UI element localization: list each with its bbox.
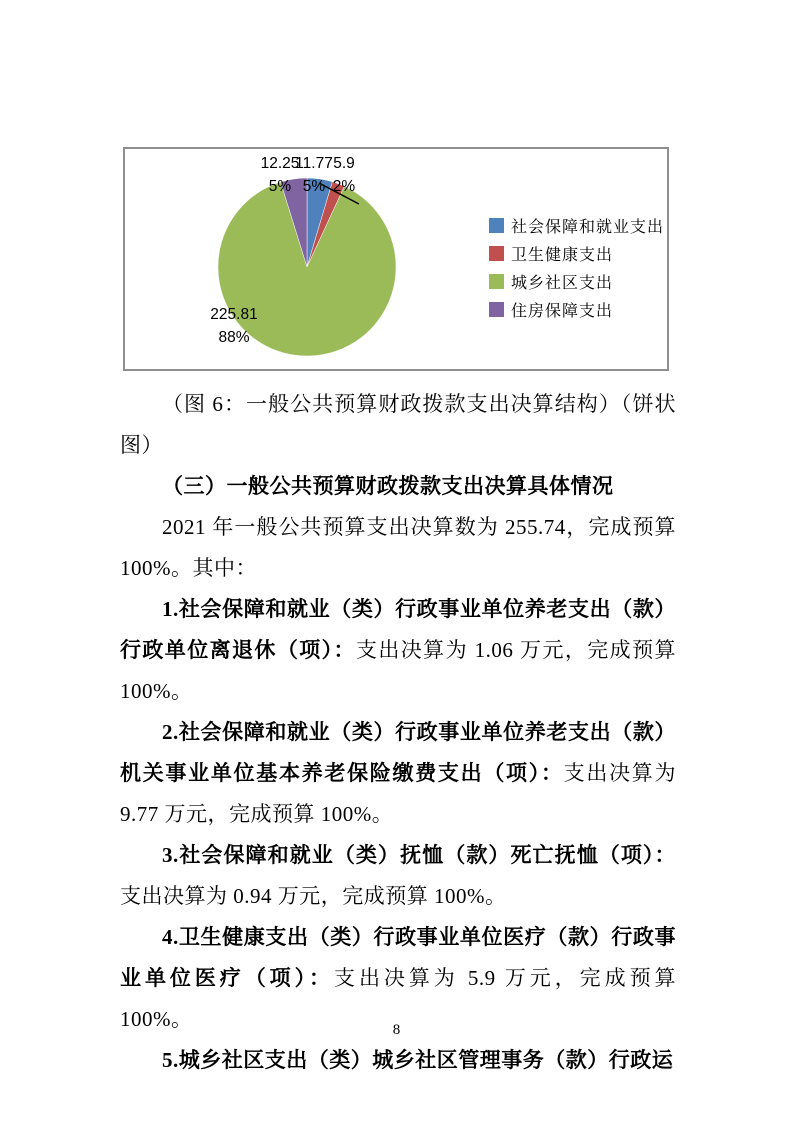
body-paragraph-item5 xyxy=(120,1040,676,1081)
legend-label: 社会保障和就业支出 xyxy=(511,218,665,236)
pie-label-pct: 88% xyxy=(218,329,250,346)
legend-swatch-icon xyxy=(489,246,504,261)
pie-label-pct: 5% xyxy=(302,178,326,195)
body-paragraph-item1 xyxy=(120,589,676,712)
text-run: （三）一般公共预算财政拨款支出决算具体情况 xyxy=(162,474,614,498)
document-body xyxy=(120,384,676,1081)
chart-legend xyxy=(489,211,664,323)
body-paragraph-item3 xyxy=(120,835,676,917)
section-heading xyxy=(120,466,676,507)
page-number: 8 xyxy=(392,1022,401,1038)
text-run: 支出决算为 5.9 万元，完成预算 100%。 xyxy=(120,966,677,1031)
pie-label-pct: 5% xyxy=(268,178,292,195)
legend-item-3 xyxy=(489,295,664,323)
legend-swatch-icon xyxy=(489,302,504,317)
legend-item-2 xyxy=(489,267,664,295)
legend-swatch-icon xyxy=(489,274,504,289)
pie-label-value: 225.81 xyxy=(210,306,258,323)
text-run: 4.卫生健康支出（类）行政事业单位医疗（款）行政事业单位医疗（项）： xyxy=(120,925,676,990)
legend-label: 住房保障支出 xyxy=(511,302,614,320)
text-run: 支出决算为 0.94 万元，完成预算 100%。 xyxy=(120,884,507,908)
pie-label-health xyxy=(312,152,376,198)
text-run: 支出决算为 9.77 万元，完成预算 100%。 xyxy=(120,761,677,826)
body-paragraph-intro xyxy=(120,507,676,589)
text-run: 支出决算为 1.06 万元，完成预算 100%。 xyxy=(120,638,676,703)
text-run: 2.社会保障和就业（类）行政事业单位养老支出（款）机关事业单位基本养老保险缴费支出（项）： xyxy=(120,720,676,785)
legend-label: 城乡社区支出 xyxy=(511,274,614,292)
text-run: 5.城乡社区支出（类）城乡社区管理事务（款）行政运 xyxy=(162,1048,674,1072)
pie-label-value: 11.77 xyxy=(295,155,333,172)
text-run: （图 6：一般公共预算财政拨款支出决算结构）（饼状图） xyxy=(120,392,676,457)
text-run: 1.社会保障和就业（类）行政事业单位养老支出（款）行政单位离退休（项）： xyxy=(120,597,676,662)
text-run: 3.社会保障和就业（类）抚恤（款）死亡抚恤（项）： xyxy=(162,843,676,867)
text-run: 2021 年一般公共预算支出决算数为 255.74，完成预算 100%。其中： xyxy=(120,515,676,580)
pie-label-community xyxy=(202,303,266,349)
pie-label-pct: 2% xyxy=(332,178,356,195)
legend-swatch-icon xyxy=(489,218,504,233)
figure6-pie-chart xyxy=(123,147,669,371)
figure-caption xyxy=(120,384,676,466)
legend-item-1 xyxy=(489,239,664,267)
pie-label-value: 12.25 xyxy=(260,155,300,172)
body-paragraph-item2 xyxy=(120,712,676,835)
legend-item-0 xyxy=(489,211,664,239)
pie-label-value: 5.9 xyxy=(333,155,355,172)
legend-label: 卫生健康支出 xyxy=(511,246,614,264)
